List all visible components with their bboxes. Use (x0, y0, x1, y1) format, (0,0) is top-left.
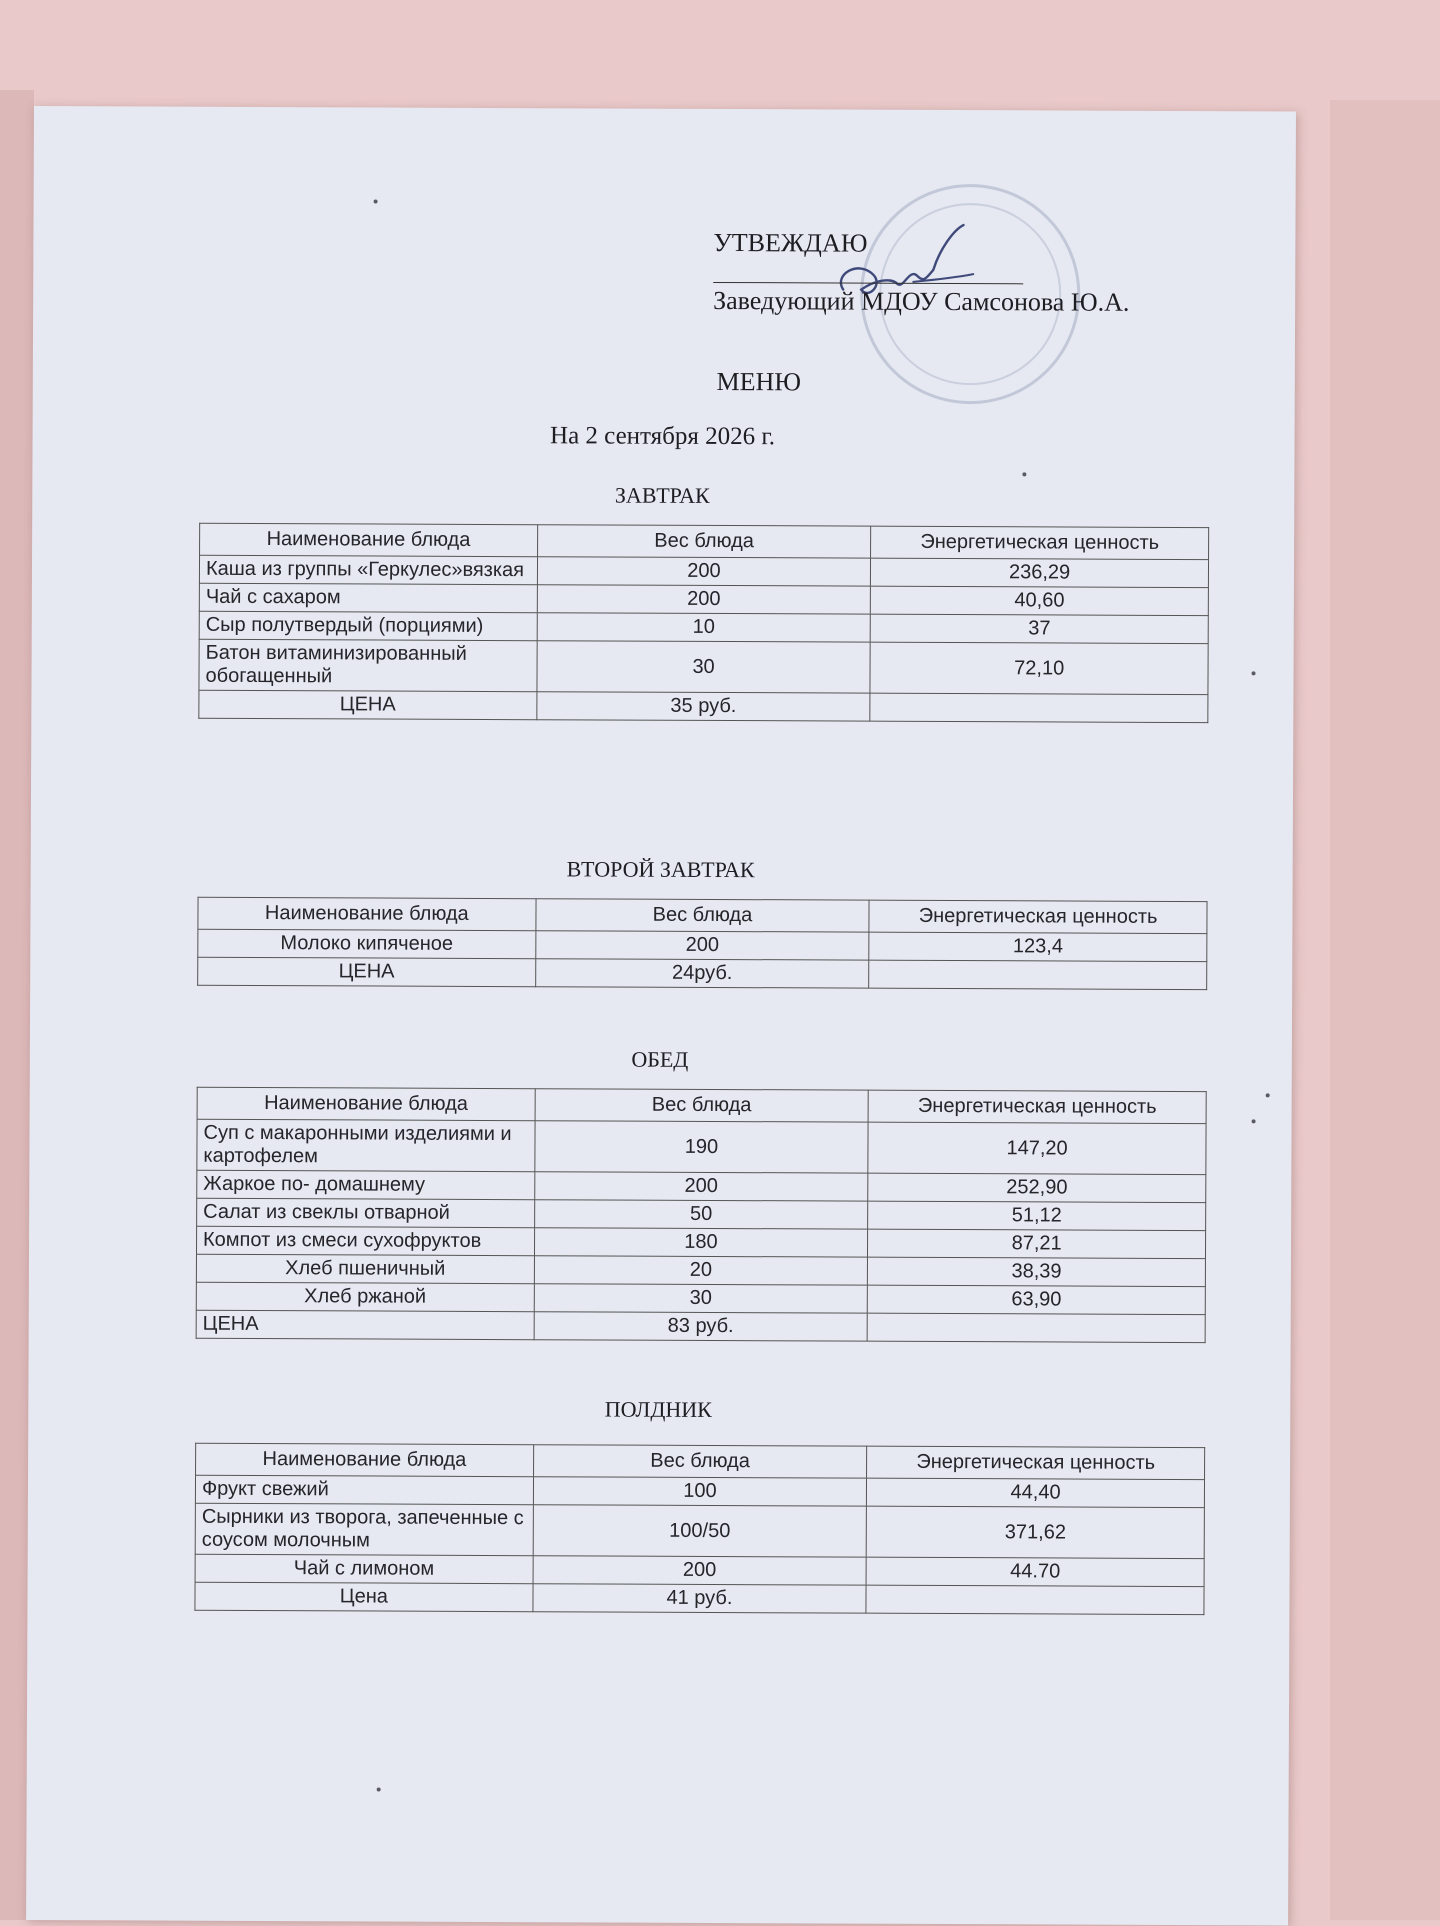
header-energy: Энергетическая ценность (869, 900, 1207, 933)
dish-name: Чай с лимоном (195, 1554, 533, 1583)
price-empty-cell (869, 960, 1207, 989)
paper-speck (377, 1788, 381, 1792)
table-header-row (196, 1443, 1205, 1479)
dish-energy: 371,62 (866, 1506, 1204, 1558)
table-row (199, 639, 1208, 694)
table-row (197, 1198, 1206, 1230)
price-label: ЦЕНА (196, 1310, 534, 1339)
dish-energy: 37 (870, 614, 1208, 643)
dish-name: Жаркое по- домашнему (197, 1170, 535, 1199)
dish-name: Чай с сахаром (199, 583, 537, 612)
dish-name: Хлеб ржаной (196, 1282, 534, 1311)
snack-table (194, 1443, 1205, 1615)
header-energy: Энергетическая ценность (871, 526, 1209, 559)
dish-name: Салат из свеклы отварной (197, 1198, 535, 1227)
price-row (195, 1582, 1204, 1614)
dish-weight: 10 (537, 613, 871, 642)
document-date: На 2 сентября 2026 г. (549, 422, 776, 451)
document-title: МЕНЮ (716, 366, 802, 397)
paper-speck (374, 199, 378, 203)
dish-energy: 63,90 (868, 1285, 1206, 1314)
paper-speck (1266, 1093, 1270, 1097)
price-label: Цена (195, 1582, 533, 1611)
dish-weight: 30 (534, 1284, 868, 1313)
table-row (199, 611, 1208, 643)
price-label: ЦЕНА (199, 690, 537, 719)
table-header-row (200, 523, 1209, 559)
table-row (197, 1170, 1206, 1202)
dish-weight: 20 (534, 1256, 868, 1285)
header-weight: Вес блюда (535, 1089, 869, 1122)
table-row (195, 1475, 1204, 1507)
paper-speck (1252, 671, 1256, 675)
dish-weight: 200 (535, 931, 869, 960)
table-row (199, 555, 1208, 587)
dish-name: Суп с макаронными изделиями и картофелем (197, 1119, 535, 1171)
second-breakfast-heading: ВТОРОЙ ЗАВТРАК (566, 856, 755, 883)
dish-weight: 30 (537, 641, 871, 693)
dish-weight: 180 (534, 1228, 868, 1257)
paper-speck (1022, 472, 1026, 476)
dish-energy: 44.70 (866, 1557, 1204, 1586)
price-empty-cell (866, 1585, 1204, 1614)
dish-energy: 38,39 (868, 1257, 1206, 1286)
second-breakfast-table (197, 897, 1207, 990)
dish-name: Молоко кипяченое (198, 929, 536, 958)
table-row (196, 1282, 1205, 1314)
breakfast-table (198, 523, 1209, 723)
dish-weight: 200 (537, 557, 871, 586)
dish-name: Компот из смеси сухофруктов (196, 1226, 534, 1255)
header-dish-name: Наименование блюда (196, 1443, 534, 1476)
price-value: 83 руб. (534, 1312, 868, 1341)
price-value: 41 руб. (533, 1584, 867, 1613)
approval-block (713, 227, 1173, 318)
table-header-row (198, 897, 1207, 933)
lunch-table (196, 1087, 1207, 1343)
price-row (199, 690, 1208, 722)
signature-line (713, 258, 1023, 284)
dish-energy: 40,60 (871, 586, 1209, 615)
snack-heading: ПОЛДНИК (604, 1396, 712, 1422)
header-energy: Энергетическая ценность (868, 1090, 1206, 1123)
dish-weight: 50 (534, 1200, 868, 1229)
dish-weight: 100/50 (533, 1505, 867, 1557)
menu-sheet (26, 106, 1296, 1925)
header-energy: Энергетическая ценность (867, 1446, 1205, 1479)
price-row (198, 957, 1207, 989)
dish-name: Хлеб пшеничный (196, 1254, 534, 1283)
table-row (199, 583, 1208, 615)
dish-weight: 190 (535, 1121, 869, 1173)
table-row (195, 1503, 1204, 1558)
price-empty-cell (870, 693, 1208, 722)
dish-energy: 72,10 (870, 642, 1208, 694)
dish-energy: 44,40 (867, 1478, 1205, 1507)
dish-energy: 51,12 (868, 1201, 1206, 1230)
dish-energy: 87,21 (868, 1229, 1206, 1258)
paper-speck (1252, 1119, 1256, 1123)
table-row (195, 1554, 1204, 1586)
table-header-row (197, 1087, 1206, 1123)
header-weight: Вес блюда (537, 525, 871, 558)
dish-name: Сырники из творога, запеченные с соусом молочным (195, 1503, 533, 1555)
header-weight: Вес блюда (533, 1445, 867, 1478)
table-row (196, 1254, 1205, 1286)
approval-position: Заведующий МДОУ Самсонова Ю.А. (713, 285, 1130, 317)
table-row (197, 1119, 1206, 1174)
table-row (198, 929, 1207, 961)
dish-name: Батон витаминизированный обогащенный (199, 639, 537, 691)
price-value: 35 руб. (537, 692, 871, 721)
dish-weight: 200 (534, 1172, 868, 1201)
dish-weight: 100 (533, 1477, 867, 1506)
dish-weight: 200 (533, 1556, 867, 1585)
dish-energy: 236,29 (871, 558, 1209, 587)
table-row (196, 1226, 1205, 1258)
dish-energy: 123,4 (869, 932, 1207, 961)
dish-name: Каша из группы «Геркулес»вязкая (199, 555, 537, 584)
dish-weight: 200 (537, 585, 871, 614)
price-empty-cell (867, 1313, 1205, 1342)
header-dish-name: Наименование блюда (200, 523, 538, 556)
price-value: 24руб. (535, 959, 869, 988)
dish-name: Фрукт свежий (195, 1475, 533, 1504)
approval-title: УТВЕЖДАЮ (713, 227, 868, 258)
price-label: ЦЕНА (198, 957, 536, 986)
dish-name: Сыр полутвердый (порциями) (199, 611, 537, 640)
header-dish-name: Наименование блюда (197, 1087, 535, 1120)
header-weight: Вес блюда (536, 899, 870, 932)
dish-energy: 252,90 (868, 1173, 1206, 1202)
dish-energy: 147,20 (868, 1122, 1206, 1174)
header-dish-name: Наименование блюда (198, 897, 536, 930)
price-row (196, 1310, 1205, 1342)
breakfast-heading: ЗАВТРАК (614, 482, 710, 508)
lunch-heading: ОБЕД (631, 1046, 689, 1072)
